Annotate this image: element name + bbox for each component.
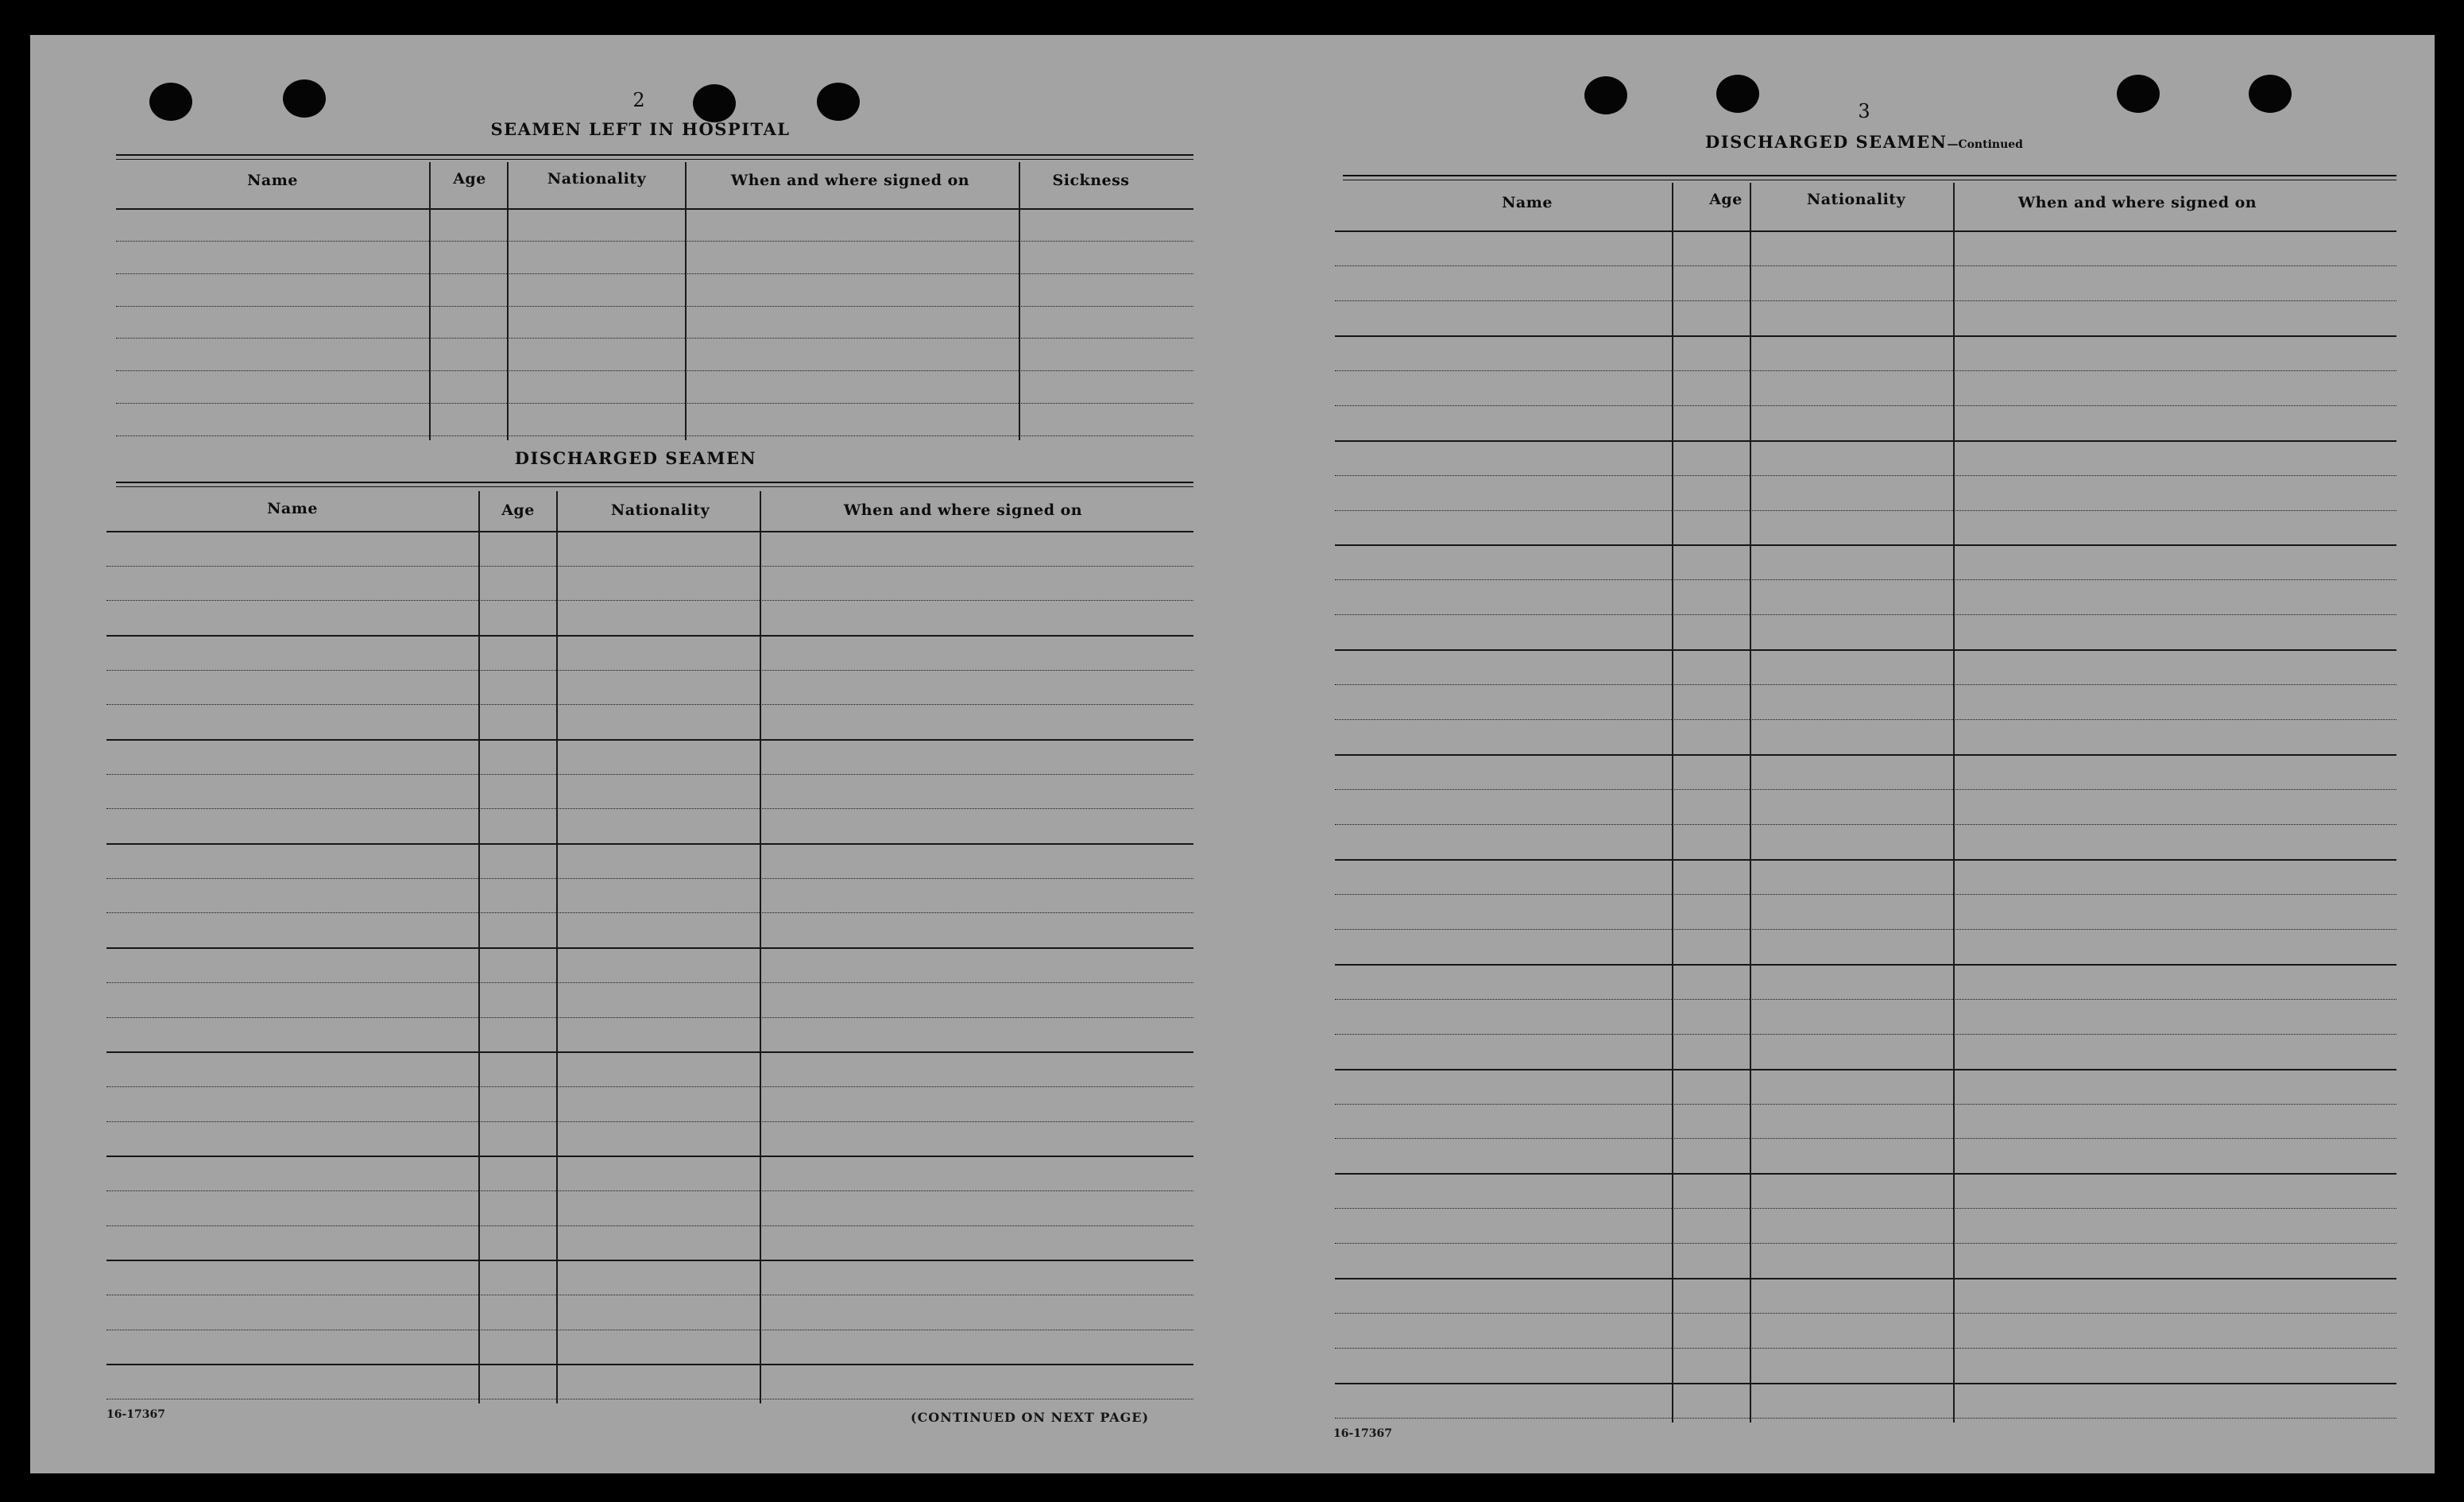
ruled-line bbox=[116, 208, 1193, 210]
ruled-line bbox=[116, 241, 1193, 242]
ruled-line bbox=[106, 1364, 1193, 1365]
ruled-line bbox=[1335, 1383, 2396, 1384]
column-divider bbox=[507, 162, 509, 440]
ruled-line bbox=[106, 670, 1193, 671]
ruled-line bbox=[1335, 475, 2396, 476]
ruled-line bbox=[116, 403, 1193, 404]
ruled-line bbox=[1335, 1313, 2396, 1314]
ruled-line bbox=[1335, 789, 2396, 790]
column-header-name: Name bbox=[267, 500, 318, 517]
ruled-line bbox=[1335, 964, 2396, 966]
title-suffix: —Continued bbox=[1947, 138, 2023, 151]
ruled-line bbox=[106, 1121, 1193, 1122]
ruled-line bbox=[106, 635, 1193, 637]
ruled-line bbox=[1335, 649, 2396, 651]
ruled-line bbox=[1335, 405, 2396, 406]
ruled-line bbox=[106, 531, 1193, 532]
punch-hole bbox=[2117, 75, 2160, 113]
ruled-line bbox=[1335, 1278, 2396, 1279]
page-number: 2 bbox=[632, 89, 645, 111]
left-page bbox=[30, 35, 1228, 1473]
column-header-sickness: Sickness bbox=[1052, 172, 1130, 189]
ruled-line bbox=[106, 1225, 1193, 1226]
ruled-line bbox=[106, 1086, 1193, 1087]
punch-hole bbox=[1584, 76, 1627, 114]
ruled-line bbox=[1335, 929, 2396, 930]
discharged-continued-title bbox=[1705, 132, 2023, 152]
ruled-line bbox=[1335, 1243, 2396, 1244]
ruled-line bbox=[106, 1051, 1193, 1053]
ruled-line bbox=[106, 843, 1193, 845]
ruled-line bbox=[116, 306, 1193, 307]
ruled-line bbox=[1335, 230, 2396, 232]
ruled-line bbox=[106, 982, 1193, 983]
ruled-line bbox=[1335, 440, 2396, 442]
column-header-name: Name bbox=[247, 172, 298, 189]
ruled-line bbox=[106, 1190, 1193, 1191]
ruled-line bbox=[1335, 1104, 2396, 1105]
ruled-line bbox=[1335, 754, 2396, 756]
punch-hole bbox=[283, 79, 326, 118]
column-divider bbox=[685, 162, 687, 440]
ruled-line bbox=[106, 774, 1193, 775]
top-rule bbox=[116, 159, 1193, 160]
column-divider bbox=[1750, 183, 1751, 1423]
ruled-line bbox=[106, 739, 1193, 741]
ruled-line bbox=[116, 338, 1193, 339]
ruled-line bbox=[1335, 370, 2396, 371]
section-rule bbox=[116, 482, 1193, 483]
ruled-line bbox=[1335, 265, 2396, 266]
ruled-line bbox=[1335, 1034, 2396, 1035]
ruled-line bbox=[106, 600, 1193, 601]
column-header-name: Name bbox=[1502, 194, 1553, 211]
column-header-nationality: Nationality bbox=[610, 501, 710, 519]
ruled-line bbox=[1335, 1208, 2396, 1209]
ruled-line bbox=[1335, 684, 2396, 685]
ruled-line bbox=[1335, 859, 2396, 861]
column-divider bbox=[1672, 183, 1673, 1423]
top-rule bbox=[116, 154, 1193, 156]
ruled-line bbox=[1335, 1348, 2396, 1349]
page-number: 3 bbox=[1858, 100, 1870, 122]
title-main: DISCHARGED SEAMEN bbox=[1705, 132, 1948, 152]
ruled-line bbox=[106, 1017, 1193, 1018]
punch-hole bbox=[2249, 75, 2292, 113]
ruled-line bbox=[106, 912, 1193, 913]
ruled-line bbox=[106, 566, 1193, 567]
ruled-line bbox=[106, 878, 1193, 879]
punch-hole bbox=[1716, 75, 1759, 113]
column-header-signed-on: When and where signed on bbox=[730, 172, 970, 189]
ruled-line bbox=[1335, 335, 2396, 337]
ruled-line bbox=[106, 1156, 1193, 1157]
column-divider bbox=[556, 491, 558, 1403]
column-header-signed-on: When and where signed on bbox=[2017, 194, 2257, 211]
continued-note: (CONTINUED ON NEXT PAGE) bbox=[911, 1410, 1150, 1425]
column-header-age: Age bbox=[453, 170, 486, 188]
column-header-age: Age bbox=[501, 501, 535, 519]
ruled-line bbox=[1335, 824, 2396, 825]
column-divider bbox=[1019, 162, 1020, 440]
column-header-age: Age bbox=[1709, 191, 1743, 208]
right-page bbox=[1228, 35, 2435, 1473]
column-divider bbox=[1953, 183, 1955, 1423]
form-number: 16-17367 bbox=[106, 1408, 165, 1421]
hospital-section-title: SEAMEN LEFT IN HOSPITAL bbox=[490, 119, 791, 139]
ruled-line bbox=[106, 1260, 1193, 1261]
top-rule bbox=[1343, 175, 2396, 176]
form-number: 16-17367 bbox=[1333, 1427, 1392, 1440]
punch-hole bbox=[693, 84, 736, 122]
ruled-line bbox=[1335, 719, 2396, 720]
column-header-nationality: Nationality bbox=[1806, 191, 1906, 208]
ruled-line bbox=[106, 704, 1193, 705]
punch-hole bbox=[149, 83, 192, 121]
scanned-document bbox=[30, 35, 2435, 1473]
ruled-line bbox=[116, 370, 1193, 371]
ruled-line bbox=[1335, 1418, 2396, 1419]
ruled-line bbox=[1335, 1069, 2396, 1070]
punch-hole bbox=[817, 83, 860, 121]
column-divider bbox=[429, 162, 431, 440]
column-header-nationality: Nationality bbox=[547, 170, 647, 188]
ruled-line bbox=[1335, 544, 2396, 546]
ruled-line bbox=[1335, 300, 2396, 301]
column-header-signed-on: When and where signed on bbox=[843, 501, 1083, 519]
ruled-line bbox=[1335, 510, 2396, 511]
ruled-line bbox=[116, 273, 1193, 274]
ruled-line bbox=[1335, 579, 2396, 580]
column-divider bbox=[478, 491, 480, 1403]
ruled-line bbox=[1335, 999, 2396, 1000]
ruled-line bbox=[106, 808, 1193, 809]
ruled-line bbox=[1335, 1138, 2396, 1139]
column-divider bbox=[760, 491, 761, 1403]
ruled-line bbox=[1335, 1173, 2396, 1175]
ruled-line bbox=[1335, 894, 2396, 895]
ruled-line bbox=[106, 947, 1193, 949]
ruled-line bbox=[1335, 614, 2396, 615]
discharged-section-title: DISCHARGED SEAMEN bbox=[514, 448, 757, 468]
section-rule bbox=[116, 486, 1193, 487]
